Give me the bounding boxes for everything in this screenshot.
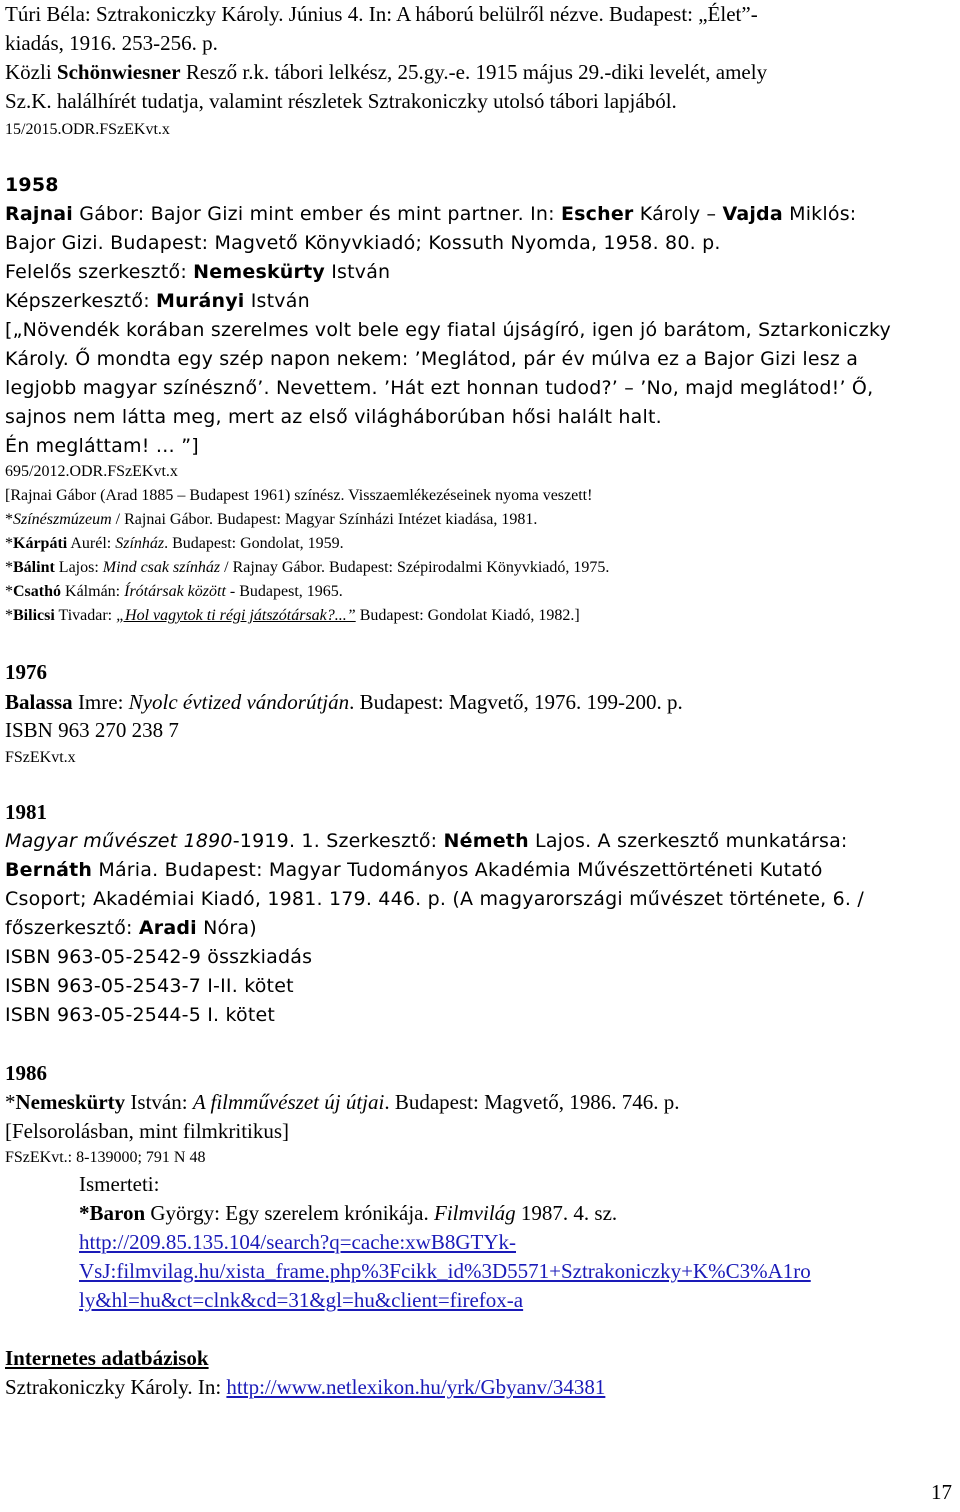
text-line [5,1088,679,1116]
text: főszerkesztő: [5,917,139,939]
citation-text: Túri Béla: Sztrakoniczky Károly. Június 4. In: A háború belülről nézve. Budapest: „Élet”- [5,2,758,26]
quote-text: [„Növendék korában szerelmes volt bele egy fiatal újságíró, igen jó barátom, Sztarkoniczky [5,319,891,341]
text-line [5,1117,289,1145]
text: . Budapest: Gondolat, 1959. [164,535,344,552]
text-line [5,943,312,971]
text-line [5,58,767,86]
year-heading [5,171,59,199]
asterisk: * [5,535,13,552]
text: Imre: [72,690,129,714]
catalog-code: 695/2012.ODR.FSzEKvt.x [5,463,178,480]
text: Sztrakoniczky Károly. In: [5,1375,227,1399]
text-line [5,581,343,603]
text-line [5,29,218,57]
text-line [5,533,344,555]
text: Resző r.k. tábori lelkész, 25.gy.-e. 1915 május 29.-diki levelét, amely [180,60,768,84]
text: Kálmán: [61,583,125,600]
title: Nyolc évtized vándorútján [128,690,350,714]
title: Mind csak színház [102,559,221,576]
asterisk: * [5,559,13,576]
text: Felelős szerkesztő: [5,261,194,283]
text-line [5,1147,205,1169]
text-line [5,716,179,744]
editor-name: Escher [560,203,634,225]
text-line [5,287,310,315]
text-line [5,461,178,483]
editor-name: Németh [443,830,529,852]
text: György: Egy szerelem krónikája. [145,1201,435,1225]
title: A filmművészet új útjai [192,1090,385,1114]
text-line [5,258,390,286]
text: Miklós: [782,203,857,225]
author-name: Rajnai [5,203,74,225]
text: [Felsorolásban, mint filmkritikus] [5,1119,290,1143]
text-line [5,605,580,627]
person-name: Murányi [156,290,245,312]
year-1958: 1958 [5,174,59,196]
cache-link[interactable]: VsJ:filmvilag.hu/xista_frame.php%3Fcikk_id%3D5571+Sztrakoniczky+K%C3%A1ro [79,1259,811,1283]
author-name: Nemeskürty [15,1090,126,1114]
text: Budapest: Gondolat Kiadó, 1982.] [355,607,580,624]
asterisk: * [5,511,13,528]
text: . Budapest: Magvető, 1976. 199-200. p. [349,690,683,714]
author-name: Balassa [5,690,73,714]
text: Ismerteti: [79,1172,160,1196]
text: -1919. 1. Szerkesztő: [232,830,444,852]
text-line [5,229,721,257]
text: / Rajnay Gábor. Budapest: Szépirodalmi Könyvkiadó, 1975. [220,559,610,576]
year-1986: 1986 [5,1061,47,1085]
text-line [5,509,537,531]
text: . Budapest: Magvető, 1986. 746. p. [384,1090,680,1114]
quote-text: Én megláttam! … ”] [5,435,199,457]
title: Színészmúzeum [13,511,112,528]
isbn: ISBN 963-05-2544-5 I. kötet [5,1004,276,1026]
author-name: Bálint [13,559,55,576]
editor-name: Vajda [722,203,783,225]
page-number-text: 17 [931,1480,952,1504]
catalog-code: 15/2015.ODR.FSzEKvt.x [5,121,170,138]
text-line [79,1170,159,1198]
person-name: Schönwiesner [56,60,181,84]
text-line [5,1001,275,1029]
text: Lajos. A szerkesztő munkatársa: [528,830,848,852]
quote-line [5,374,873,402]
year-heading [5,1059,47,1087]
text: Képszerkesztő: [5,290,157,312]
text-line [5,200,856,228]
person-name: Nemeskürty [193,261,325,283]
text: - Budapest, 1965. [225,583,343,600]
author-name: Csathó [13,583,62,600]
text-line [5,914,257,942]
text-line [5,557,609,579]
quote-line [5,432,199,460]
cache-link[interactable]: http://209.85.135.104/search?q=cache:xwB8GTYk- [79,1230,516,1254]
year-heading [5,798,47,826]
text-line [79,1286,523,1314]
text: Tivadar: [54,607,117,624]
text-line [79,1199,617,1227]
text: István [244,290,310,312]
author-name: Kárpáti [13,535,68,552]
quote-text: Károly. Ő mondta egy szép napon nekem: ’Meglátod, pár év múlva ez a Bajor Gizi lesz a [5,348,859,370]
text-line [5,87,677,115]
text-line [5,0,758,28]
year-1981: 1981 [5,800,47,824]
text-line [79,1228,516,1256]
asterisk: * [5,583,13,600]
text-line [79,1257,811,1285]
text: Lajos: [54,559,103,576]
quote-text: sajnos nem látta meg, mert az első világháborúban hősi halált halt. [5,406,662,428]
text-line [5,972,294,1000]
quote-line [5,403,662,431]
author-name: *Baron [79,1201,146,1225]
title: Színház [115,535,165,552]
person-name: Aradi [138,917,197,939]
year-heading [5,658,47,686]
internet-databases-heading: Internetes adatbázisok [5,1346,209,1370]
text: Sz.K. halálhírét tudatja, valamint részletek Sztrakoniczky utolsó tábori lapjából. [5,89,677,113]
note-text: [Rajnai Gábor (Arad 1885 – Budapest 1961) színész. Visszaemlékezéseinek nyoma veszett! [5,487,593,504]
page-number [931,1480,952,1505]
text: / Rajnai Gábor. Budapest: Magyar Színházi Intézet kiadása, 1981. [111,511,538,528]
person-name: Bernáth [5,859,93,881]
catalog-code: FSzEKvt.: 8-139000; 791 N 48 [5,1149,206,1166]
text: István [324,261,391,283]
text-line [5,119,170,141]
journal-title: Filmvilág [434,1201,516,1225]
catalog-code: FSzEKvt.x [5,749,76,766]
citation-text: kiadás, 1916. 253-256. p. [5,31,218,55]
title: „Hol vagytok ti régi játszótársak?...” [116,607,356,624]
text: Bajor Gizi. Budapest: Magvető Könyvkiadó; Kossuth Nyomda, 1958. 80. p. [5,232,721,254]
text: Csoport; Akadémiai Kiadó, 1981. 179. 446. p. (A magyarországi művészet története, 6. / [5,888,864,910]
isbn: ISBN 963 270 238 7 [5,718,179,742]
text-line [5,688,683,716]
quote-line [5,345,858,373]
text: Nóra) [196,917,257,939]
text: Gábor: Bajor Gizi mint ember és mint partner. In: [73,203,561,225]
cache-link[interactable]: ly&hl=hu&ct=clnk&cd=31&gl=hu&client=firefox-a [79,1288,524,1312]
text: 1987. 4. sz. [515,1201,618,1225]
text: Mária. Budapest: Magyar Tudományos Akadémia Művészettörténeti Kutató [92,859,823,881]
title: Írótársak között [124,583,226,600]
text: Közli [5,60,57,84]
isbn: ISBN 963-05-2543-7 I-II. kötet [5,975,294,997]
text: Aurél: [67,535,116,552]
asterisk: * [5,607,13,624]
section-heading [5,1344,209,1372]
author-name: Bilicsi [13,607,55,624]
text: István: [125,1090,193,1114]
text-line [5,485,592,507]
netlexikon-link[interactable]: http://www.netlexikon.hu/yrk/Gbyanv/34381 [226,1375,606,1399]
asterisk: * [5,1090,16,1114]
title: Magyar művészet 1890 [5,830,233,852]
text-line [5,747,76,769]
text-line [5,827,848,855]
text-line [5,856,823,884]
text-line [5,885,864,913]
isbn: ISBN 963-05-2542-9 összkiadás [5,946,313,968]
quote-text: legjobb magyar színésznő’. Nevettem. ’Hát ezt honnan tudod?’ – ’No, majd meglátod!’ Ő, [5,377,874,399]
text: Károly – [633,203,723,225]
year-1976: 1976 [5,660,47,684]
text-line [5,1373,605,1401]
quote-line [5,316,891,344]
